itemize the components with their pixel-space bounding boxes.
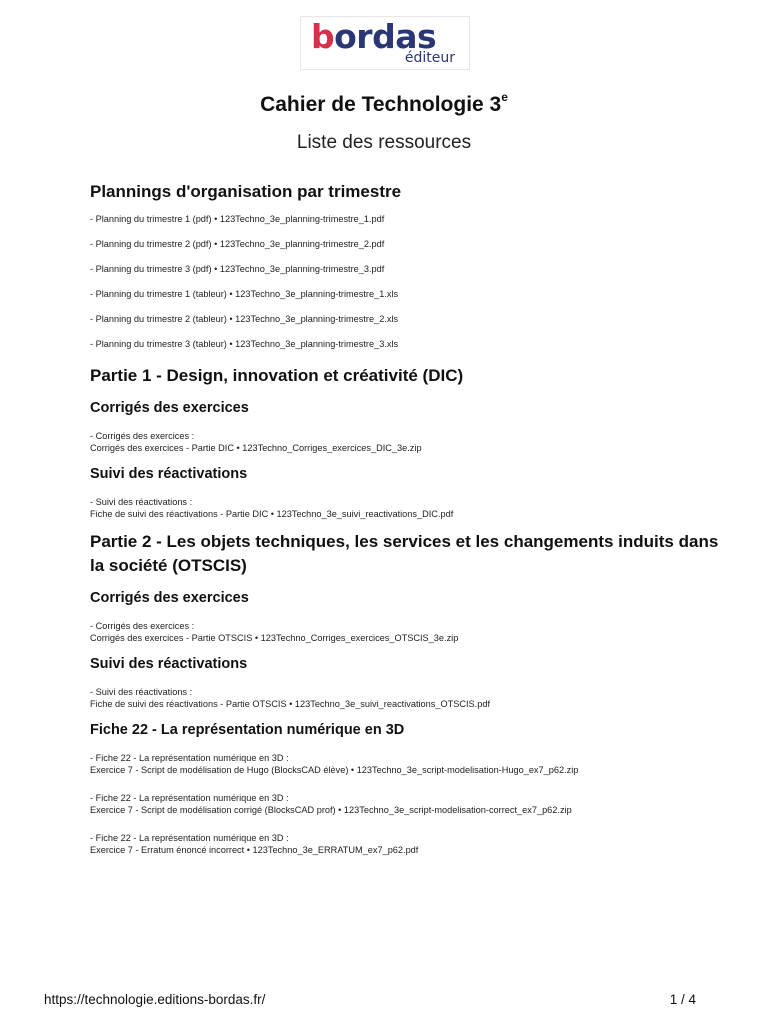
document-content [90,182,730,872]
partie-1-suivi-heading: Suivi des réactivations [90,466,248,482]
entry-label: - Suivi des réactivations : [90,497,193,507]
entry-label: - Corrigés des exercices : [90,621,195,631]
publisher-logo [300,16,470,70]
entry-text: Exercice 7 - Script de modélisation corrigé (BlocksCAD prof) • 123Techno_3e_script-modelisation-correct_ex7_p62.zip [90,805,572,815]
entry-label: - Suivi des réactivations : [90,687,193,697]
page-title: Cahier de Technologie 3e [260,90,508,116]
entry-label: - Fiche 22 - La représentation numérique en 3D : [90,753,289,763]
planning-item-5[interactable]: - Planning du trimestre 2 (tableur) • 123Techno_3e_planning-trimestre_2.xls [90,314,399,324]
logo-wordmark: bordas [311,17,437,56]
partie-2-suivi-heading: Suivi des réactivations [90,656,248,672]
partie-1-corriges-entry[interactable] [90,430,730,454]
plannings-heading: Plannings d'organisation par trimestre [90,182,402,201]
fiche-22-heading: Fiche 22 - La représentation numérique en 3D [90,722,405,738]
planning-item-4[interactable]: - Planning du trimestre 1 (tableur) • 123Techno_3e_planning-trimestre_1.xls [90,289,399,299]
planning-item-2[interactable]: - Planning du trimestre 2 (pdf) • 123Techno_3e_planning-trimestre_2.pdf [90,239,385,249]
entry-text: Corrigés des exercices - Partie DIC • 123Techno_Corriges_exercices_DIC_3e.zip [90,443,422,453]
section-partie-2 [90,530,730,856]
partie-2-suivi-entry[interactable] [90,686,730,710]
partie-2-heading: Partie 2 - Les objets techniques, les services et les changements induits dans la société (OTSCIS) [90,532,719,575]
entry-text: Fiche de suivi des réactivations - Partie DIC • 123Techno_3e_suivi_reactivations_DIC.pdf [90,509,454,519]
fiche-22-entry-3[interactable] [90,832,730,856]
partie-2-corriges-entry[interactable] [90,620,730,644]
page-subtitle: Liste des ressources [296,132,472,153]
partie-2-corriges-heading: Corrigés des exercices [90,590,249,606]
partie-1-suivi-entry[interactable] [90,496,730,520]
partie-1-corriges-heading: Corrigés des exercices [90,400,249,416]
fiche-22-entry-1[interactable] [90,752,730,776]
fiche-22-entry-2[interactable] [90,792,730,816]
planning-item-1[interactable]: - Planning du trimestre 1 (pdf) • 123Techno_3e_planning-trimestre_1.pdf [90,214,385,224]
footer-url[interactable]: https://technologie.editions-bordas.fr/ [44,992,266,1007]
entry-text: Corrigés des exercices - Partie OTSCIS • 123Techno_Corriges_exercices_OTSCIS_3e.zip [90,633,459,643]
partie-1-heading: Partie 1 - Design, innovation et créativité (DIC) [90,366,464,385]
entry-text: Fiche de suivi des réactivations - Partie OTSCIS • 123Techno_3e_suivi_reactivations_OTSCIS.pdf [90,699,491,709]
page-number: 1 / 4 [669,992,696,1007]
logo-subtitle: éditeur [404,50,455,66]
title-superscript: e [501,90,508,104]
section-plannings [90,182,730,349]
entry-text: Exercice 7 - Erratum énoncé incorrect • 123Techno_3e_ERRATUM_ex7_p62.pdf [90,845,419,855]
entry-label: - Fiche 22 - La représentation numérique en 3D : [90,793,289,803]
section-partie-1 [90,364,730,520]
entry-label: - Corrigés des exercices : [90,431,195,441]
planning-item-3[interactable]: - Planning du trimestre 3 (pdf) • 123Techno_3e_planning-trimestre_3.pdf [90,264,385,274]
entry-text: Exercice 7 - Script de modélisation de Hugo (BlocksCAD élève) • 123Techno_3e_script-modelisation-Hugo_ex7_p62.zip [90,765,579,775]
entry-label: - Fiche 22 - La représentation numérique en 3D : [90,833,289,843]
planning-item-6[interactable]: - Planning du trimestre 3 (tableur) • 123Techno_3e_planning-trimestre_3.xls [90,339,399,349]
